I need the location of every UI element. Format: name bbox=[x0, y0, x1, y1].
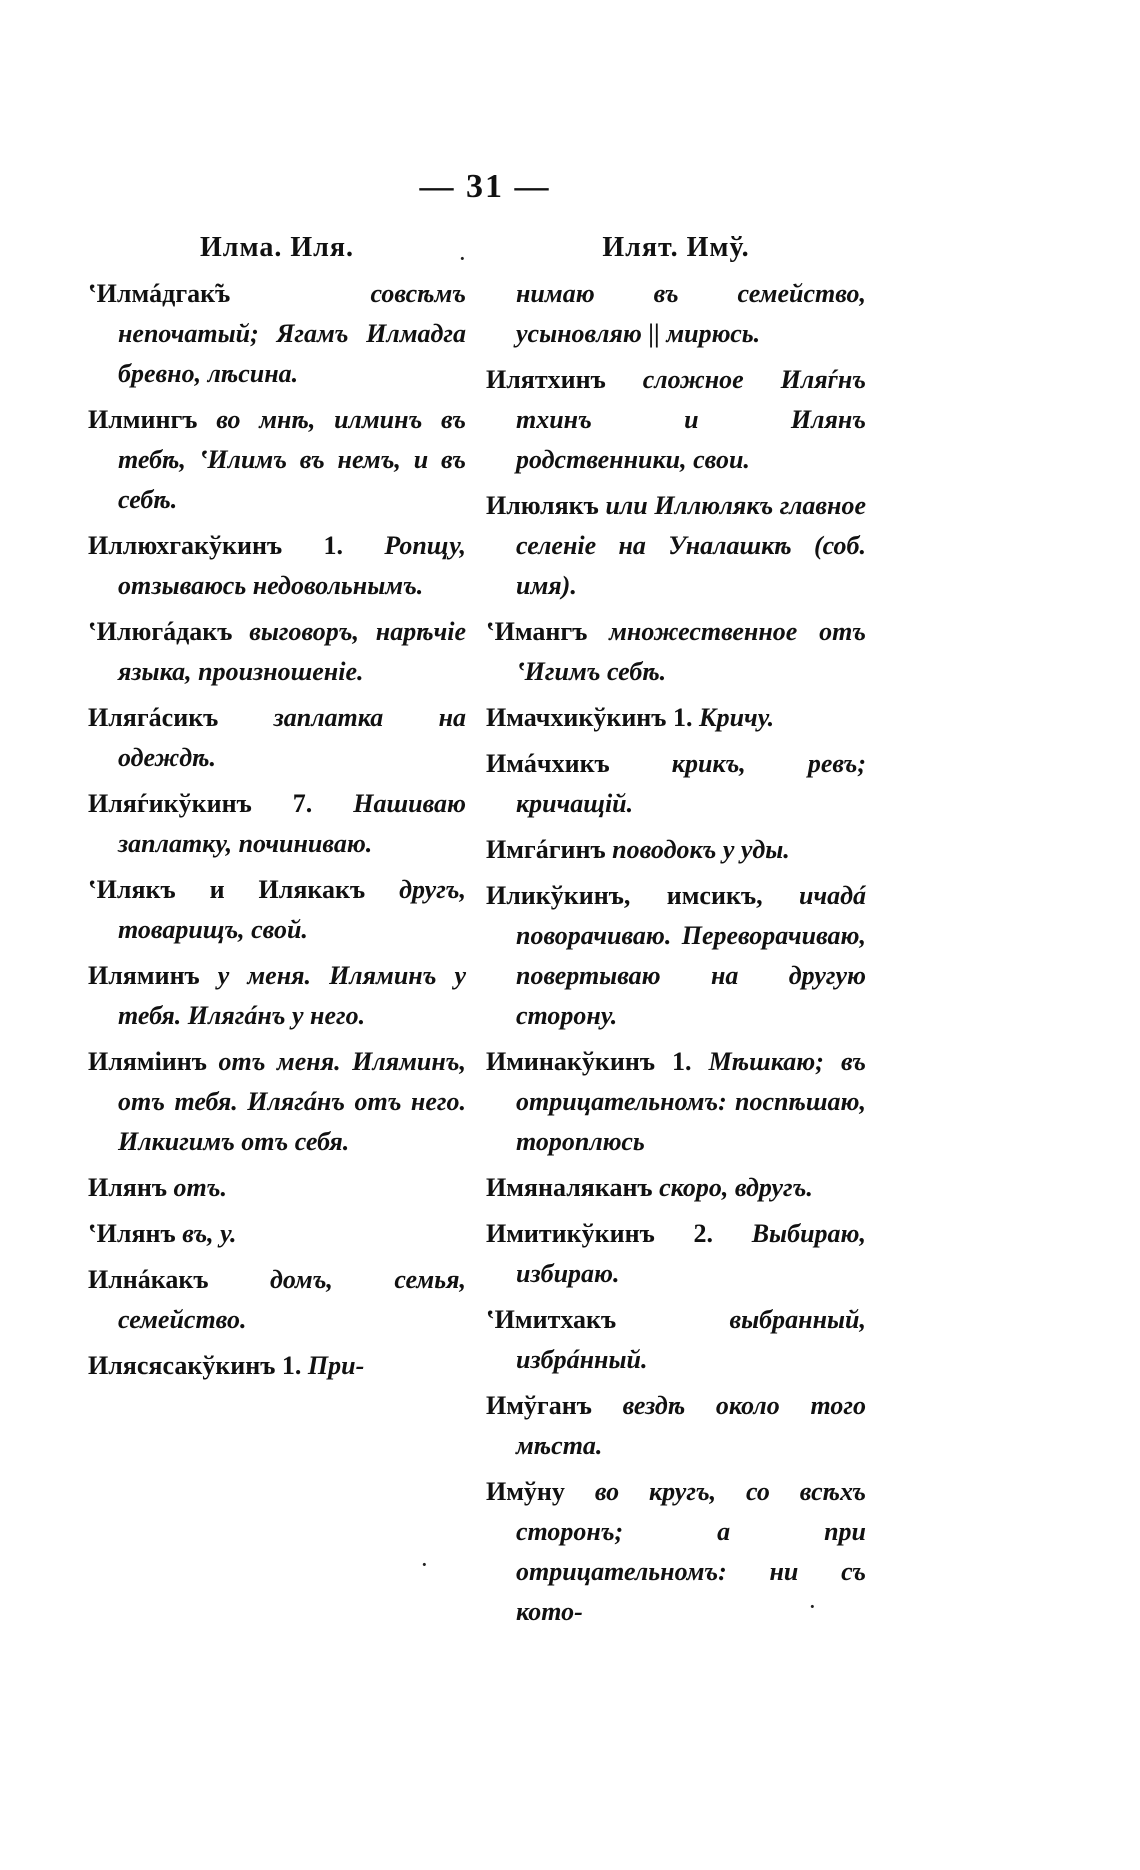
entry-definition: вездѣ около того мѣста. bbox=[516, 1391, 866, 1460]
left-column-header: Илма. Иля. bbox=[199, 232, 354, 263]
dictionary-entry bbox=[486, 274, 866, 354]
dictionary-entry bbox=[88, 1214, 466, 1254]
ink-speck: · bbox=[420, 1550, 429, 1579]
dictionary-entry bbox=[88, 1042, 466, 1162]
entry-headword: Иллюхгакўкинъ 1. bbox=[88, 531, 344, 560]
dictionary-entry bbox=[486, 612, 866, 692]
entry-headword: Иляѓикўкинъ 7. bbox=[88, 789, 313, 818]
dictionary-entry bbox=[88, 956, 466, 1036]
dictionary-entry bbox=[88, 1168, 466, 1208]
entry-headword: Имачхикўкинъ 1. bbox=[486, 703, 693, 732]
entry-definition: ичадá поворачиваю. Переворачиваю, повертываю на другую сторону. bbox=[516, 881, 866, 1030]
entry-definition: отъ меня. Иляминъ, отъ тебя. Илягáнъ отъ него. Илкигимъ отъ себя. bbox=[118, 1047, 466, 1156]
entry-headword: Имўганъ bbox=[486, 1391, 592, 1420]
entry-definition: Нашиваю заплатку, починиваю. bbox=[118, 789, 467, 858]
entry-definition: во мнѣ, илминъ въ тебѣ, ʽИлимъ въ немъ, и въ себѣ. bbox=[118, 405, 466, 514]
right-entry-list bbox=[486, 274, 866, 1632]
entry-definition: нимаю въ семейство, усыновляю || мирюсь. bbox=[516, 279, 866, 348]
left-entry-list bbox=[88, 274, 466, 1386]
entry-headword: ʽИмангъ bbox=[486, 617, 588, 646]
entry-headword: ʽИлякъ и Илякакъ bbox=[88, 875, 366, 904]
entry-definition: другъ, товарищъ, свой. bbox=[118, 875, 467, 944]
entry-headword: Имўну bbox=[486, 1477, 565, 1506]
entry-headword: Имитикўкинъ 2. bbox=[486, 1219, 713, 1248]
dictionary-entry bbox=[486, 1168, 866, 1208]
entry-headword: Илнáкакъ bbox=[88, 1265, 209, 1294]
dictionary-entry bbox=[88, 526, 466, 606]
dictionary-entry bbox=[88, 1260, 466, 1340]
entry-definition: выбранный, избрáнный. bbox=[516, 1305, 866, 1374]
right-column-header: Илят. Имў. bbox=[602, 232, 750, 263]
entry-headword: Иминакўкинъ 1. bbox=[486, 1047, 692, 1076]
dictionary-entry bbox=[486, 1386, 866, 1466]
entry-definition: крикъ, ревъ; кричащій. bbox=[516, 749, 866, 818]
entry-definition: или Иллюлякъ главное селеніе на Уналашкѣ (соб. имя). bbox=[516, 491, 866, 600]
dictionary-entry bbox=[88, 870, 466, 950]
dictionary-entry bbox=[486, 744, 866, 824]
entry-headword: ʽИлянъ bbox=[88, 1219, 176, 1248]
entry-definition: Ропщу, отзываюсь недовольнымъ. bbox=[118, 531, 466, 600]
entry-headword: ʽИлмáдгак̃ъ bbox=[88, 279, 231, 308]
entry-definition: множественное отъ ʽИгимъ себѣ. bbox=[516, 617, 866, 686]
left-column bbox=[88, 232, 466, 1392]
entry-definition: сложное Иляѓнъ тхинъ и Илянъ родственники, свои. bbox=[516, 365, 866, 474]
entry-definition: скоро, вдругъ. bbox=[659, 1173, 813, 1202]
right-column bbox=[486, 232, 866, 1638]
entry-headword: ʽИлюгáдакъ bbox=[88, 617, 233, 646]
dictionary-entry bbox=[486, 876, 866, 1036]
entry-headword: Илянъ bbox=[88, 1173, 168, 1202]
entry-headword: Илюлякъ bbox=[486, 491, 599, 520]
entry-definition: въ, у. bbox=[182, 1219, 237, 1248]
dictionary-entry bbox=[88, 400, 466, 520]
entry-definition: Выбираю, избираю. bbox=[516, 1219, 867, 1288]
entry-definition: во кругъ, со всѣхъ сторонъ; а при отрицательномъ: ни съ кото- bbox=[516, 1477, 867, 1626]
entry-definition: поводокъ у уды. bbox=[612, 835, 790, 864]
dictionary-entry bbox=[88, 612, 466, 692]
entry-definition: совсѣмъ непочатый; Ягамъ Илмадга бревно, лѣсина. bbox=[118, 279, 466, 388]
entry-definition: Кричу. bbox=[698, 703, 775, 732]
entry-definition: Мѣшкаю; въ отрицательномъ: поспѣшаю, тороплюсь bbox=[516, 1047, 866, 1156]
entry-definition: у меня. Иляминъ у тебя. Илягáнъ у него. bbox=[118, 961, 467, 1030]
entry-definition: выговоръ, нарѣчіе языка, произношеніе. bbox=[118, 617, 466, 686]
ink-speck: · bbox=[808, 1592, 817, 1621]
entry-headword: Иляміинъ bbox=[88, 1047, 207, 1076]
entry-headword: Иляминъ bbox=[88, 961, 200, 990]
dictionary-entry bbox=[88, 784, 466, 864]
dictionary-entry bbox=[486, 1214, 866, 1294]
dictionary-entry bbox=[486, 486, 866, 606]
dictionary-entry bbox=[486, 698, 866, 738]
dictionary-entry bbox=[88, 1346, 466, 1386]
entry-headword: ʽИмитхакъ bbox=[486, 1305, 617, 1334]
entry-headword: Илягáсикъ bbox=[88, 703, 219, 732]
entry-definition: отъ. bbox=[173, 1173, 227, 1202]
entry-definition: домъ, семья, семейство. bbox=[118, 1265, 466, 1334]
dictionary-entry bbox=[486, 1300, 866, 1380]
dictionary-entry bbox=[88, 698, 466, 778]
entry-headword: Илмингъ bbox=[88, 405, 198, 434]
entry-definition: заплатка на одеждѣ. bbox=[118, 703, 467, 772]
entry-headword: Илясясакўкинъ 1. bbox=[88, 1351, 302, 1380]
entry-headword: Имáчхикъ bbox=[486, 749, 610, 778]
dictionary-entry bbox=[88, 274, 466, 394]
entry-headword: Имгáгинъ bbox=[486, 835, 606, 864]
entry-headword: Имяналяканъ bbox=[486, 1173, 653, 1202]
ink-speck: · bbox=[458, 244, 467, 273]
dictionary-entry bbox=[486, 360, 866, 480]
entry-definition: При- bbox=[307, 1351, 365, 1380]
page-number: — 31 — bbox=[419, 168, 551, 205]
entry-headword: Илятхинъ bbox=[486, 365, 606, 394]
dictionary-entry bbox=[486, 830, 866, 870]
dictionary-entry bbox=[486, 1042, 866, 1162]
entry-headword: Иликўкинъ, имсикъ, bbox=[486, 881, 763, 910]
